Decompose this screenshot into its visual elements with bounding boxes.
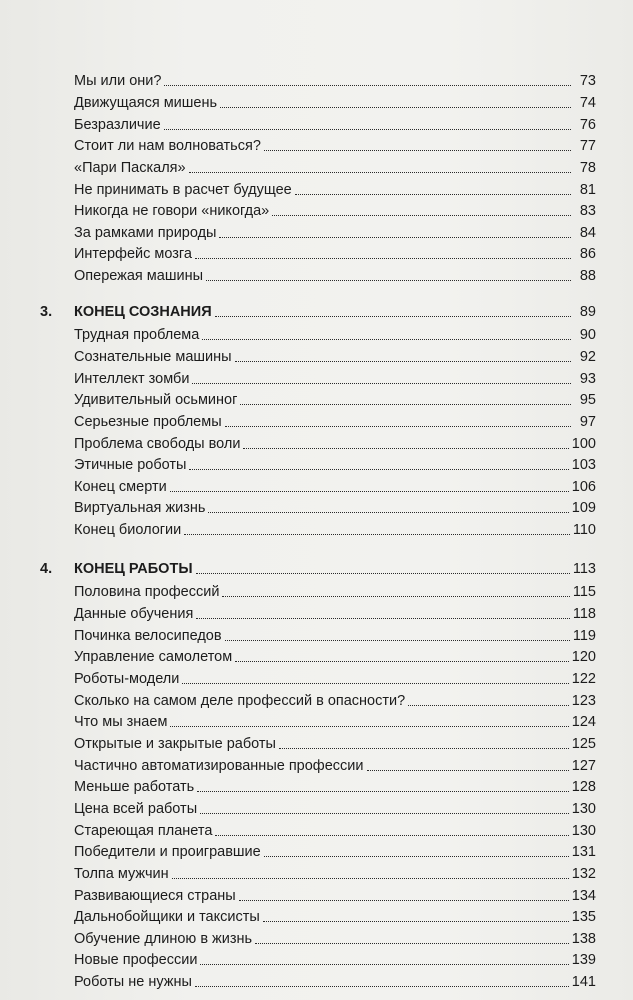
entry-page: 115: [572, 584, 596, 600]
toc-entry: [40, 644, 596, 666]
entry-title: Что мы знаем: [74, 714, 168, 730]
toc-entry: [40, 452, 596, 474]
entry-page: 97: [579, 414, 596, 430]
toc-entry: [40, 753, 596, 775]
entry-page: 83: [579, 203, 596, 219]
toc-entry: [40, 623, 596, 645]
dot-leader: [240, 403, 571, 405]
entry-page: 77: [579, 138, 596, 154]
dot-leader: [189, 468, 568, 470]
entry-title: Починка велосипедов: [74, 628, 222, 644]
toc-entry: [40, 969, 596, 991]
dot-leader: [172, 877, 569, 879]
dot-leader: [215, 834, 568, 836]
dot-leader: [279, 747, 569, 749]
toc-entry: [40, 796, 596, 818]
dot-leader: [264, 855, 569, 857]
entry-title: Стоит ли нам волноваться?: [74, 138, 261, 154]
entry-page: 73: [579, 73, 596, 89]
dot-leader: [222, 595, 569, 597]
dot-leader: [200, 963, 568, 965]
entry-title: Новые профессии: [74, 952, 198, 968]
chapter-number: 4.: [40, 561, 53, 577]
entry-page: 118: [572, 606, 596, 622]
entry-page: 130: [571, 801, 596, 817]
entry-page: 100: [571, 436, 596, 452]
toc-entry: [40, 688, 596, 710]
toc-entry: [40, 904, 596, 926]
entry-page: 138: [571, 931, 596, 947]
toc-entry: [40, 344, 596, 366]
toc-entry: [40, 90, 596, 112]
chapter-heading: [40, 556, 596, 578]
entry-title: Интерфейс мозга: [74, 246, 192, 262]
toc-entry: [40, 666, 596, 688]
toc-entry: [40, 474, 596, 496]
entry-page: 127: [571, 758, 596, 774]
entry-title: Удивительный осьминог: [74, 392, 238, 408]
dot-leader: [164, 128, 571, 130]
entry-page: 141: [571, 974, 596, 990]
entry-title: Частично автоматизированные профессии: [74, 758, 364, 774]
entry-page: 88: [579, 268, 596, 284]
entry-page: 90: [579, 327, 596, 343]
dot-leader: [195, 257, 571, 259]
toc-entry: [40, 947, 596, 969]
toc-entry: [40, 709, 596, 731]
entry-page: 81: [579, 182, 596, 198]
entry-title: Обучение длиною в жизнь: [74, 931, 253, 947]
toc-entry: [40, 387, 596, 409]
entry-title: Конец биологии: [74, 522, 182, 538]
dot-leader: [200, 812, 569, 814]
toc-entry: [40, 818, 596, 840]
dot-leader: [215, 315, 571, 317]
dot-leader: [408, 704, 569, 706]
entry-title: Трудная проблема: [74, 327, 200, 343]
dot-leader: [272, 214, 571, 216]
toc-entry: [40, 220, 596, 242]
toc-entry: [40, 926, 596, 948]
entry-page: 122: [571, 671, 596, 687]
entry-title: Опережая машины: [74, 268, 203, 284]
toc-entry: [40, 601, 596, 623]
entry-page: 125: [571, 736, 596, 752]
dot-leader: [225, 425, 571, 427]
toc-entry: [40, 155, 596, 177]
entry-page: 123: [571, 693, 596, 709]
dot-leader: [239, 899, 569, 901]
dot-leader: [192, 382, 571, 384]
entry-title: Развивающиеся страны: [74, 888, 236, 904]
toc-entry: [40, 198, 596, 220]
dot-leader: [235, 360, 571, 362]
chapter-page: 89: [579, 304, 596, 320]
entry-page: 93: [579, 371, 596, 387]
entry-title: Половина профессий: [74, 584, 220, 600]
entry-title: Данные обучения: [74, 606, 194, 622]
entry-title: Виртуальная жизнь: [74, 500, 206, 516]
entry-title: Дальнобойщики и таксисты: [74, 909, 260, 925]
entry-title: Мы или они?: [74, 73, 162, 89]
chapter-title: КОНЕЦ РАБОТЫ: [74, 561, 193, 577]
chapter-title: КОНЕЦ СОЗНАНИЯ: [74, 304, 212, 320]
dot-leader: [243, 447, 568, 449]
entry-page: 95: [579, 392, 596, 408]
entry-page: 119: [572, 628, 596, 644]
entry-title: Проблема свободы воли: [74, 436, 241, 452]
entry-title: Роботы-модели: [74, 671, 180, 687]
entry-title: Серьезные проблемы: [74, 414, 222, 430]
entry-title: Не принимать в расчет будущее: [74, 182, 292, 198]
dot-leader: [264, 149, 571, 151]
entry-page: 134: [571, 888, 596, 904]
dot-leader: [196, 572, 570, 574]
entry-title: Сознательные машины: [74, 349, 232, 365]
dot-leader: [367, 769, 569, 771]
dot-leader: [263, 920, 569, 922]
entry-title: Безразличие: [74, 117, 161, 133]
dot-leader: [184, 533, 570, 535]
entry-title: Управление самолетом: [74, 649, 233, 665]
entry-page: 128: [571, 779, 596, 795]
chapter-page: 113: [572, 561, 596, 577]
toc-entry: [40, 366, 596, 388]
entry-title: Движущаяся мишень: [74, 95, 218, 111]
dot-leader: [220, 106, 571, 108]
dot-leader: [225, 639, 570, 641]
toc-entry: [40, 774, 596, 796]
entry-page: 86: [579, 246, 596, 262]
entry-title: Победители и проигравшие: [74, 844, 261, 860]
entry-page: 92: [579, 349, 596, 365]
entry-title: Интеллект зомби: [74, 371, 190, 387]
dot-leader: [219, 236, 571, 238]
dot-leader: [208, 511, 568, 513]
dot-leader: [164, 84, 571, 86]
entry-page: 124: [571, 714, 596, 730]
dot-leader: [196, 617, 570, 619]
entry-title: За рамками природы: [74, 225, 217, 241]
entry-title: Открытые и закрытые работы: [74, 736, 276, 752]
toc-entry: [40, 322, 596, 344]
dot-leader: [206, 279, 571, 281]
dot-leader: [295, 193, 571, 195]
entry-page: 106: [571, 479, 596, 495]
entry-page: 131: [571, 844, 596, 860]
toc-entry: [40, 241, 596, 263]
entry-page: 103: [571, 457, 596, 473]
entry-page: 109: [571, 500, 596, 516]
dot-leader: [202, 338, 571, 340]
toc-entry: [40, 861, 596, 883]
entry-page: 74: [579, 95, 596, 111]
toc-entry: [40, 839, 596, 861]
toc-entry: [40, 883, 596, 905]
dot-leader: [182, 682, 568, 684]
toc-entry: [40, 68, 596, 90]
entry-title: Конец смерти: [74, 479, 167, 495]
entry-title: Этичные роботы: [74, 457, 187, 473]
entry-page: 78: [579, 160, 596, 176]
toc-entry: [40, 263, 596, 285]
toc-entry: [40, 731, 596, 753]
entry-title: Сколько на самом деле профессий в опасности?: [74, 693, 406, 709]
dot-leader: [197, 790, 569, 792]
entry-page: 76: [579, 117, 596, 133]
dot-leader: [195, 985, 569, 987]
entry-title: Стареющая планета: [74, 823, 213, 839]
toc-entry: [40, 495, 596, 517]
dot-leader: [170, 725, 568, 727]
entry-title: Роботы не нужны: [74, 974, 192, 990]
toc-entry: [40, 517, 596, 539]
chapter-number: 3.: [40, 304, 53, 320]
dot-leader: [170, 490, 569, 492]
entry-page: 135: [571, 909, 596, 925]
entry-page: 120: [571, 649, 596, 665]
toc-entry: [40, 409, 596, 431]
entry-title: Цена всей работы: [74, 801, 198, 817]
toc-entry: [40, 112, 596, 134]
toc-entry: [40, 177, 596, 199]
entry-page: 84: [579, 225, 596, 241]
entry-page: 110: [572, 522, 596, 538]
toc-entry: [40, 579, 596, 601]
entry-page: 132: [571, 866, 596, 882]
entry-title: «Пари Паскаля»: [74, 160, 186, 176]
toc-entry: [40, 431, 596, 453]
dot-leader: [189, 171, 571, 173]
entry-title: Никогда не говори «никогда»: [74, 203, 270, 219]
dot-leader: [235, 660, 569, 662]
toc-entry: [40, 133, 596, 155]
entry-page: 130: [571, 823, 596, 839]
dot-leader: [255, 942, 569, 944]
chapter-heading: [40, 299, 596, 321]
entry-title: Толпа мужчин: [74, 866, 169, 882]
entry-page: 139: [571, 952, 596, 968]
entry-title: Меньше работать: [74, 779, 195, 795]
